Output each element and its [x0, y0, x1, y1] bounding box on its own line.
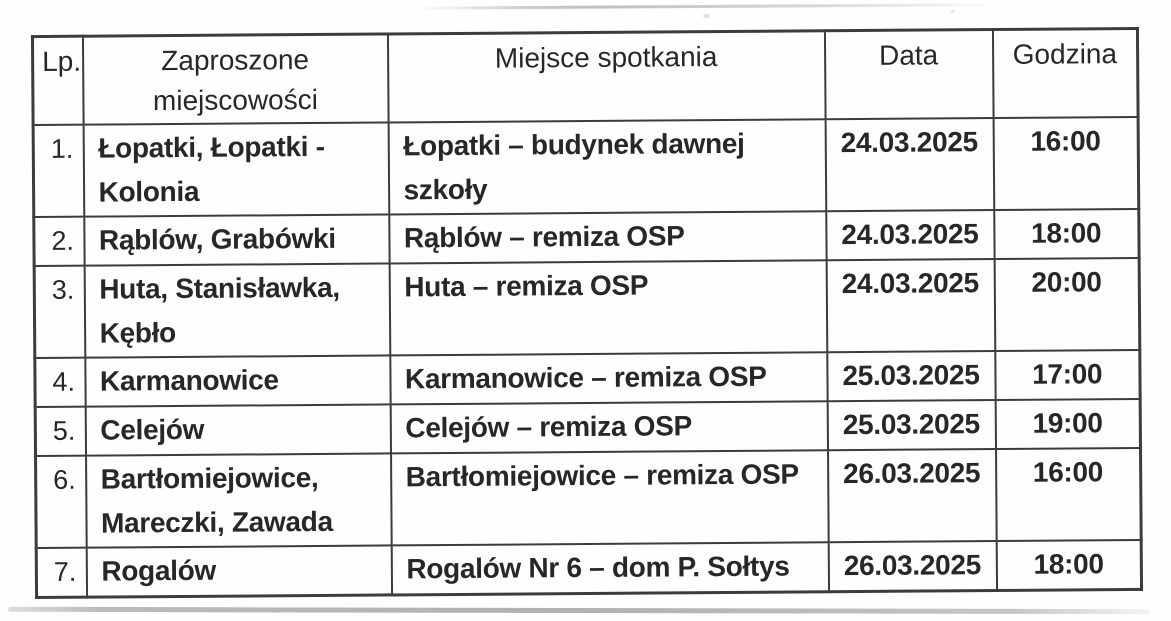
- header-row: [32, 28, 1138, 125]
- meeting-schedule-table: [31, 27, 1143, 599]
- scan-artifact-top-line: [415, 3, 985, 9]
- cell-lp: 3.: [34, 266, 85, 358]
- table-row: [36, 448, 1142, 548]
- cell-miejsce: Bartłomiejowice – remiza OSP: [391, 450, 829, 545]
- table-row: [34, 258, 1140, 358]
- cell-data: 26.03.2025: [828, 541, 996, 592]
- table-row: [35, 399, 1140, 456]
- cell-miejscowosci: Bartłomiejowice, Mareczki, Zawada: [86, 453, 392, 547]
- cell-lp: 7.: [36, 548, 86, 598]
- cell-godzina: 19:00: [995, 399, 1140, 449]
- table-row: [36, 540, 1141, 598]
- cell-miejsce: Karmanowice – remiza OSP: [390, 352, 827, 404]
- cell-data: 24.03.2025: [826, 210, 994, 260]
- column-header-miejsce: Miejsce spotkania: [387, 31, 825, 123]
- cell-data: 26.03.2025: [828, 449, 997, 542]
- column-header-lp: Lp.: [32, 36, 83, 125]
- cell-godzina: 16:00: [996, 448, 1142, 541]
- cell-miejscowosci: Rogalów: [86, 545, 391, 597]
- cell-godzina: 18:00: [994, 209, 1139, 259]
- cell-data: 25.03.2025: [827, 351, 995, 401]
- scan-artifact-bottom-line: [8, 607, 1150, 614]
- table-row: [33, 117, 1139, 217]
- cell-lp: 1.: [33, 125, 84, 217]
- column-header-data: Data: [824, 30, 993, 120]
- cell-miejscowosci: Rąblów, Grabówki: [84, 214, 389, 265]
- cell-lp: 2.: [34, 217, 84, 266]
- cell-lp: 5.: [35, 407, 85, 456]
- cell-miejsce: Huta – remiza OSP: [389, 260, 827, 355]
- column-header-godzina: Godzina: [992, 28, 1138, 118]
- cell-godzina: 18:00: [996, 540, 1141, 591]
- cell-miejscowosci: Karmanowice: [85, 355, 390, 406]
- cell-miejsce: Celejów – remiza OSP: [390, 401, 827, 453]
- scan-speck: [950, 10, 955, 13]
- cell-godzina: 20:00: [994, 258, 1140, 351]
- cell-lp: 6.: [36, 456, 87, 548]
- cell-miejscowosci: Celejów: [85, 404, 390, 455]
- cell-data: 24.03.2025: [825, 118, 994, 211]
- cell-miejsce: Łopatki – budynek dawnej szkoły: [388, 119, 826, 214]
- cell-lp: 4.: [35, 358, 85, 407]
- cell-miejscowosci: Huta, Stanisławka, Kębło: [84, 263, 390, 357]
- cell-godzina: 17:00: [995, 350, 1140, 400]
- scan-speck: [703, 14, 710, 18]
- cell-miejsce: Rąblów – remiza OSP: [389, 211, 826, 263]
- cell-godzina: 16:00: [993, 117, 1139, 210]
- cell-data: 24.03.2025: [826, 259, 995, 352]
- cell-miejscowosci: Łopatki, Łopatki - Kolonia: [83, 122, 389, 216]
- table-row: [35, 350, 1140, 407]
- table-body: [33, 117, 1141, 598]
- column-header-miejscowosci: Zaproszone miejscowości: [82, 34, 388, 125]
- cell-miejsce: Rogalów Nr 6 – dom P. Sołtys: [391, 542, 828, 595]
- table-row: [34, 209, 1139, 266]
- meeting-schedule-table-wrap: [31, 27, 1143, 599]
- cell-data: 25.03.2025: [827, 400, 995, 450]
